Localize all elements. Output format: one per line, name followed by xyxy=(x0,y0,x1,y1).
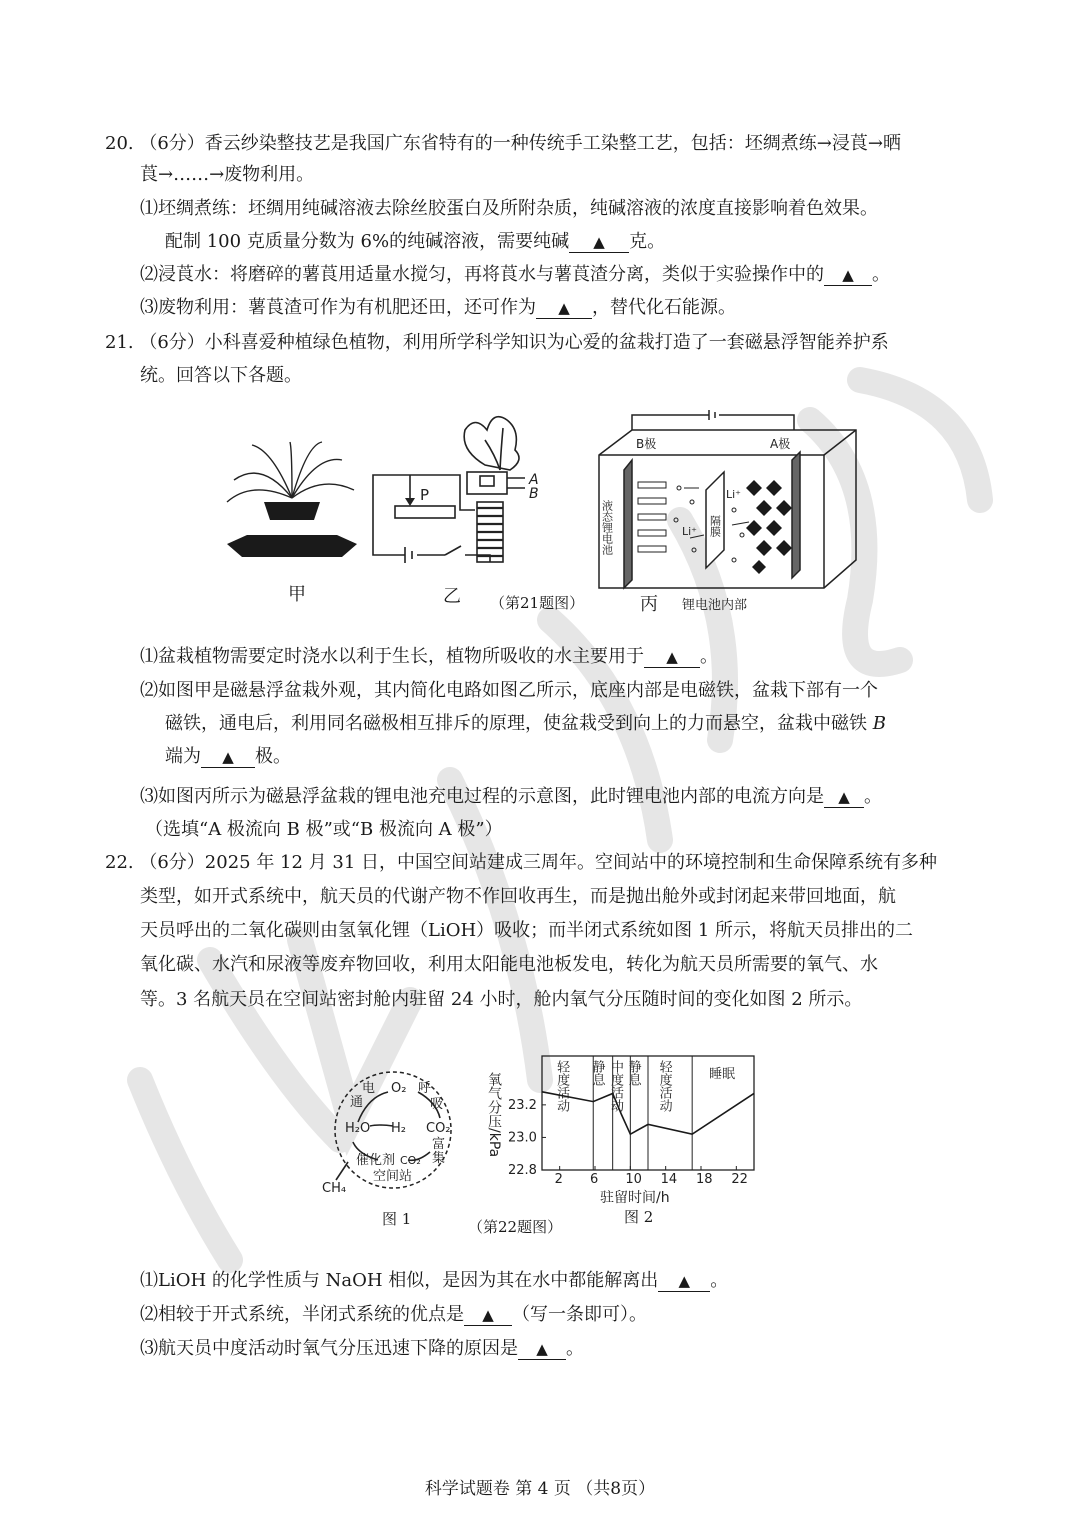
answer-blank[interactable]: ▲ xyxy=(464,1305,512,1326)
label-h2: H₂ xyxy=(391,1121,406,1136)
q20-part1-text: 配制 100 克质量分数为 6%的纯碱溶液，需要纯碱 xyxy=(165,231,570,252)
q21-part3-line2: （选填“A 极流向 B 极”或“B 极流向 A 极”） xyxy=(145,819,503,840)
figure-jia-label: 甲 xyxy=(288,584,306,605)
label-b: B xyxy=(529,486,539,502)
q22-part3 xyxy=(140,1336,584,1362)
q22-stem-line3: 天员呼出的二氧化碳则由氢氧化锂（LiOH）吸收；而半闭式系统如图 1 所示，将航天员排出的二 xyxy=(140,920,914,941)
label-p: P xyxy=(420,486,430,504)
q20-part1-line1: ⑴坯绸煮练：坯绸用纯碱溶液去除丝胶蛋白及所附杂质，纯碱溶液的浓度直接影响着色效果。 xyxy=(140,198,878,219)
q22-part1-text: ⑴LiOH 的化学性质与 NaOH 相似，是因为其在水中都能解离出 xyxy=(140,1270,659,1291)
label-tong: 通 xyxy=(350,1095,364,1110)
chart-phase-label: 静息 xyxy=(589,1060,605,1086)
q22-stem-line5: 等。3 名航天员在空间站密封舱内驻留 24 小时，舱内氧气分压随时间的变化如图 2 所示。 xyxy=(140,989,863,1010)
label-li-ion-right: Li⁺ xyxy=(726,488,741,501)
label-li-ion-left: Li⁺ xyxy=(682,525,697,538)
chart-phase-label: 轻度活动 xyxy=(554,1060,570,1112)
q21-stem-line1: 21. （6分）小科喜爱种植绿色植物，利用所学科学知识为心爱的盆栽打造了一套磁悬浮智能养护系 xyxy=(105,332,889,353)
q21-part1-text: ⑴盆栽植物需要定时浇水以利于生长，植物所吸收的水主要用于 xyxy=(140,646,644,667)
q21-part3-line1 xyxy=(140,784,882,810)
q21-part2-text-end: 端为 xyxy=(165,746,201,767)
label-fu: 富 xyxy=(432,1137,446,1152)
q21-part1-end: 。 xyxy=(700,646,718,667)
figure-bing-label: 丙 xyxy=(640,594,658,615)
q22-part3-end: 。 xyxy=(566,1338,584,1359)
q22-stem-line1: 22. （6分）2025 年 12 月 31 日，中国空间站建成三周年。空间站中的环境控制和生命保障系统有多种 xyxy=(105,852,938,873)
label-ji: 集 xyxy=(432,1151,446,1166)
figure-yi-circuit xyxy=(365,410,550,580)
figure2-oxygen-pressure-chart xyxy=(484,1036,774,1208)
q21-part2-text: 磁铁，通电后，利用同名磁极相互排斥的原理，使盆栽受到向上的力而悬空，盆栽中磁铁 xyxy=(165,713,867,734)
q21-part2-line1: ⑵如图甲是磁悬浮盆栽外观，其内简化电路如图乙所示，底座内部是电磁铁，盆栽下部有一个 xyxy=(140,680,878,701)
answer-blank[interactable]: ▲ xyxy=(824,265,872,286)
battery-inner-label: 锂电池内部 xyxy=(682,598,748,613)
q22-part3-text: ⑶航天员中度活动时氧气分压迅速下降的原因是 xyxy=(140,1338,518,1359)
q20-stem-line1: 20. （6分）香云纱染整技艺是我国广东省特有的一种传统手工染整工艺，包括：坯绸煮练→浸莨→晒 xyxy=(105,133,901,154)
figure-yi-label: 乙 xyxy=(443,586,461,607)
answer-blank[interactable]: ▲ xyxy=(658,1271,710,1292)
label-o2: O₂ xyxy=(391,1081,407,1096)
figure21-caption: （第21题图） xyxy=(490,594,585,612)
chart-y-tick-label: 23.2 xyxy=(508,1097,537,1113)
q20-part1-line2 xyxy=(165,229,665,255)
q20-part3-text: ⑶废物利用：薯莨渣可作为有机肥还田，还可作为 xyxy=(140,297,536,318)
figure1-title: 图 1 xyxy=(382,1210,412,1228)
figure-jia-levitating-plant xyxy=(222,440,362,575)
answer-blank[interactable]: ▲ xyxy=(824,787,864,808)
label-ch4: CH₄ xyxy=(322,1181,347,1196)
label-station: 空间站 xyxy=(373,1169,413,1184)
q21-part2-line2 xyxy=(165,711,886,737)
answer-blank[interactable]: ▲ xyxy=(201,747,255,768)
label-xi: 吸 xyxy=(430,1097,444,1112)
label-membrane: 隔膜 xyxy=(708,515,722,537)
label-co2-top: CO₂ xyxy=(426,1121,451,1136)
q21-part3-end: 。 xyxy=(864,786,882,807)
label-co2-bottom: CO₂ xyxy=(400,1154,421,1167)
label-h2o: H₂O xyxy=(345,1121,371,1136)
q21-part3-text: ⑶如图丙所示为磁悬浮盆栽的锂电池充电过程的示意图，此时锂电池内部的电流方向是 xyxy=(140,786,824,807)
chart-phase-label: 睡眠 xyxy=(709,1067,736,1082)
q21-part1 xyxy=(140,644,718,670)
label-dian: 电 xyxy=(362,1081,376,1096)
answer-blank[interactable]: ▲ xyxy=(536,298,592,319)
chart-x-tick-label: 22 xyxy=(731,1172,748,1187)
q22-part1-end: 。 xyxy=(710,1270,729,1291)
chart-phase-label: 轻度活动 xyxy=(656,1060,672,1112)
q22-stem-line2: 类型，如开式系统中，航天员的代谢产物不作回收再生，而是抛出舱外或封闭起来带回地面，航 xyxy=(140,886,896,907)
chart-x-tick-label: 14 xyxy=(660,1172,678,1187)
label-liquid-battery: 液态锂电池 xyxy=(600,500,614,555)
chart-x-tick-label: 6 xyxy=(590,1172,599,1187)
chart-x-tick-label: 2 xyxy=(554,1172,563,1187)
label-b-pole: B极 xyxy=(636,437,657,451)
q21-stem-line2: 统。回答以下各题。 xyxy=(140,365,302,386)
q20-stem-line2: 莨→……→废物利用。 xyxy=(140,164,315,185)
label-catalyst: 催化剂 xyxy=(356,1153,396,1168)
page-footer: 科学试题卷 第 4 页 （共8页） xyxy=(424,1479,656,1499)
figure2-title: 图 2 xyxy=(624,1208,654,1226)
q20-part2-text: ⑵浸莨水：将磨碎的薯莨用适量水搅匀，再将莨水与薯莨渣分离，类似于实验操作中的 xyxy=(140,264,824,285)
q20-part2-end: 。 xyxy=(872,264,890,285)
answer-blank[interactable]: ▲ xyxy=(644,647,700,668)
q20-part2 xyxy=(140,262,890,288)
q21-part2-unit: 极。 xyxy=(255,746,291,767)
q21-part2-line3 xyxy=(165,744,291,770)
label-a: A xyxy=(529,472,539,488)
q20-part3 xyxy=(140,295,736,321)
figure22-caption: （第22题图） xyxy=(468,1218,563,1236)
q22-part2-end: （写一条即可）。 xyxy=(512,1304,647,1325)
q20-part3-end: ，替代化石能源。 xyxy=(592,297,736,318)
figure-bing-lithium-battery xyxy=(594,410,864,615)
chart-phase-label: 中度活动 xyxy=(608,1060,623,1112)
label-a-pole: A极 xyxy=(770,437,791,451)
figure1-space-station-cycle xyxy=(318,1062,468,1202)
q22-part1 xyxy=(140,1268,728,1294)
q20-part1-unit: 克。 xyxy=(629,231,666,252)
chart-ylabel: 氧气分压/kPa xyxy=(486,1072,502,1158)
q22-stem-line4: 氧化碳、水汽和尿液等废弃物回收，利用太阳能电池板发电，转化为航天员所需要的氧气、水 xyxy=(140,954,878,975)
chart-x-tick-label: 18 xyxy=(696,1172,713,1187)
chart-x-tick-label: 10 xyxy=(625,1172,642,1187)
answer-blank[interactable]: ▲ xyxy=(518,1339,566,1360)
chart-phase-label: 静息 xyxy=(625,1060,641,1086)
label-hu: 呼 xyxy=(418,1081,432,1096)
q22-part2-text: ⑵相较于开式系统，半闭式系统的优点是 xyxy=(140,1304,464,1325)
chart-y-tick-label: 23.0 xyxy=(508,1130,537,1146)
chart-xlabel: 驻留时间/h xyxy=(600,1190,670,1206)
q21-part2-var-b: B xyxy=(872,713,886,734)
q22-part2 xyxy=(140,1302,647,1328)
chart-y-tick-label: 22.8 xyxy=(508,1163,537,1178)
answer-blank[interactable]: ▲ xyxy=(569,232,629,253)
